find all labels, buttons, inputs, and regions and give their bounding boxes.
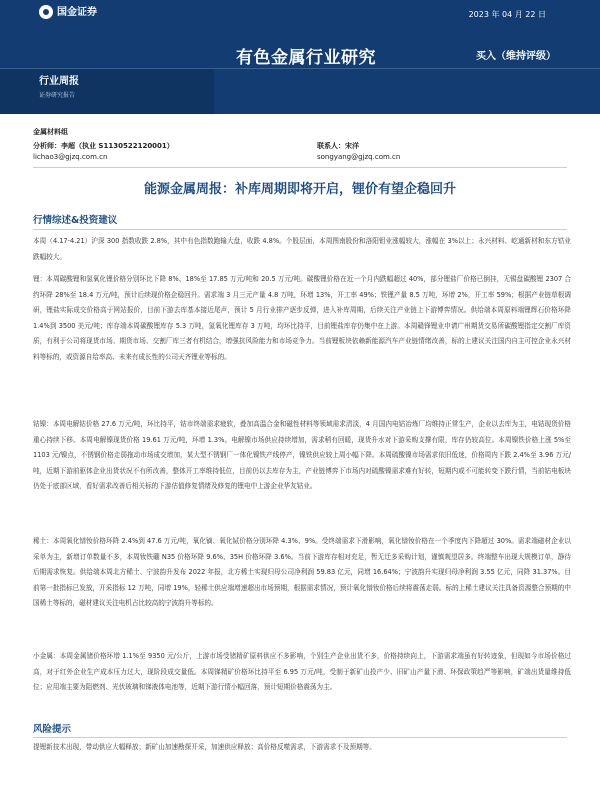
paragraph-risk: 提锂新技术出现，带动供应大幅释放；新矿山加速勘探开采，加速供应释放；高价格反噬需求，下游需求不及预期等。 (33, 743, 376, 751)
section-divider-summary (33, 229, 567, 230)
paragraph-rare-earth: 稀土：本周氧化镨钕价格环降 2.4%到 47.6 万元/吨，氧化镝、氧化铽价格分别环降 4.3%、9%。受终端需求下滑影响，氧化镨钕价格在一个季度内下降超过 30%。需求端磁材企业以采单为主，新增订单数量不多，本周钕铁硼 N35 价格环降 9.6%、35H 价格环降 3.6%。当前下游库存相对充足，暂无迁多采购计划，谨慎观望居多。终端整车出现大规模订单，静待后期需求恢复。供给端本周北方稀土、宁波韵升发布 2022 年报，北方稀土实现归母公司净利润 59.83 亿元，同增 16.64%；宁波韵升实现归母净利润 3.55 亿元，同降 31.37%。目前第一批指标已发放，开采指标 12 万吨，同增 19%，轻稀土供应端增速超出市场预期，根据需求情况，预计氧化镨钕价格后续将震荡走弱。标的上稀土建议关注具备资源整合预期的中国稀土等标的，磁材建议关注电机占比较高的宁波韵升等标的。 (33, 537, 571, 608)
paragraph-market-overview: 本周（4.17-4.21）沪深 300 指数收跌 2.8%，其中有色指数跑输大盘，收跌 4.8%。个股层面，本周图南股份和洛阳钼业涨幅较大，涨幅在 3%以上；永兴材料、屹通新材和东方锆业跌幅较大。 (33, 237, 571, 261)
document-title: 能源金属周报：补库周期即将开启，锂价有望企稳回升 (143, 182, 456, 197)
report-type: 行业周报 (39, 76, 79, 87)
report-title: 有色金属行业研究 (236, 48, 376, 68)
header-divider (0, 68, 600, 69)
rating-label: 买入（维持评级） (476, 51, 556, 62)
research-group: 金属材料组 (33, 128, 68, 136)
paragraph-minor-metals: 小金属：本周金属锗价格环增 1.1%至 9350 元/公斤，上游市场受锗精矿原料供应不多影响，个别生产企业出货不多，价格持续向上，下游需求端虽有好转迹象，但现如今市场价格过高，对于红外企业生产成本压力过大，现阶段成交量低。本周锑精矿价格环比持平至 6.95 万元/吨，受制于新矿山投产少、旧矿山产量下滑、环保政策趋严等影响，矿端出货量维持低位；应用端主要为阻燃剂、光伏玻璃和锑液体电池等，近期下游行情小幅回落，预计短期价格震荡为主。 (33, 652, 571, 692)
section-heading-risk: 风险提示 (33, 724, 72, 735)
section-heading-summary: 行情综述&投资建议 (33, 215, 118, 226)
company-logo (39, 5, 159, 21)
logo-text: 国金证券 (57, 7, 97, 18)
contact-line: 联系人：宋洋 (317, 142, 359, 150)
section-divider-risk (33, 737, 567, 738)
paragraph-lithium: 锂：本周碳酸锂和氢氧化锂价格分别环比下降 8%、18%至 17.85 万元/吨和 20.5 万元/吨。碳酸锂价格在近一个月内跌幅超过 40%，部分锂盐厂价格已倒挂，无锡盘碳酸锂 2307 合约环降 28%至 18.4 万元/吨，预计后续现价格企稳回升。需求端 3 月三元产量 4.8 万吨，环增 13%，开工率 49%；铁锂产量 8.5 万吨，环增 2%，开工率 59%；根据产业链草根调研，锂盐实际成交价格高于网站报价，目前下游去库基本接近尾声，预计 5 月行业排产逐步反弹，进入补库周期，后续关注产业链上下游博弈情况。供给端本周原料端锂辉石价格环降 1.4%到 3500 美元/吨；库存端本周碳酸锂库存 5.3 万吨，氢氧化锂库存 3 万吨，均环比持平，目前锂盐库存仍集中在上游。本周赣锋锂业申请广州期货交易所碳酸锂指定交割厂库资质，有利于公司将现货市场、期货市场、交割厂库三者有机结合，增强抗风险能力和市场竞争力。当前锂板块依赖新能源汽车产业链情绪改善，标的上建议关注国内自主可控企业永兴材料等标的，或资源自给率高、未来有成长性的公司天齐锂业等标的。 (33, 275, 571, 361)
logo-emblem-icon (39, 5, 53, 19)
analyst-email[interactable]: lichao3@gjzq.com.cn (33, 153, 108, 161)
report-type-band (0, 68, 214, 114)
report-subtype: 证券研究报告 (39, 92, 76, 99)
contact-email[interactable]: songyang@gjzq.com.cn (317, 153, 401, 161)
analyst-line: 分析师：李超（执业 S1130522120001） (33, 142, 174, 150)
paragraph-cobalt-nickel: 钴镍：本周电解钴价格 27.6 万元/吨，环比持平，钴市终端需求疲软，叠加高温合金和磁性材料等领域需求清淡，4 月国内电钴冶炼厂均维持正常生产，企业以去库为主，电钴现货价格重心持续下移。本周电解镍现货价格 19.61 万元/吨，环增 1.3%。电解镍市场供应持续增加，需求稍有回暖，现货升水对下游采购支撑有限，库存仍较高位。本周镍铁价格上涨 5%至 1103 元/镍点，不锈钢价格走弱拖动市场成交增加，某大型不锈钢厂一体化镍铁产线停产，镍铁供应较上周小幅下降。本周硫酸镍市场需求依旧低迷，价格周内下跌 2.4%至 3.96 万元/吨，近期下游前驱体企业出货状况不有所改善，整体开工率维持低位，目前仍以去库存为主，产业链博弈下市场内对硫酸镍需求难有好转，短期内或不可能转变下跌行情，当前钴电板块仍处于底部区域，看好需求改善后相关标的下游估值修复情绪及修复的锂电中上游企业华友钴业。 (33, 420, 571, 491)
report-date: 2023 年 04 月 22 日 (468, 10, 546, 19)
meta-divider (33, 167, 567, 168)
